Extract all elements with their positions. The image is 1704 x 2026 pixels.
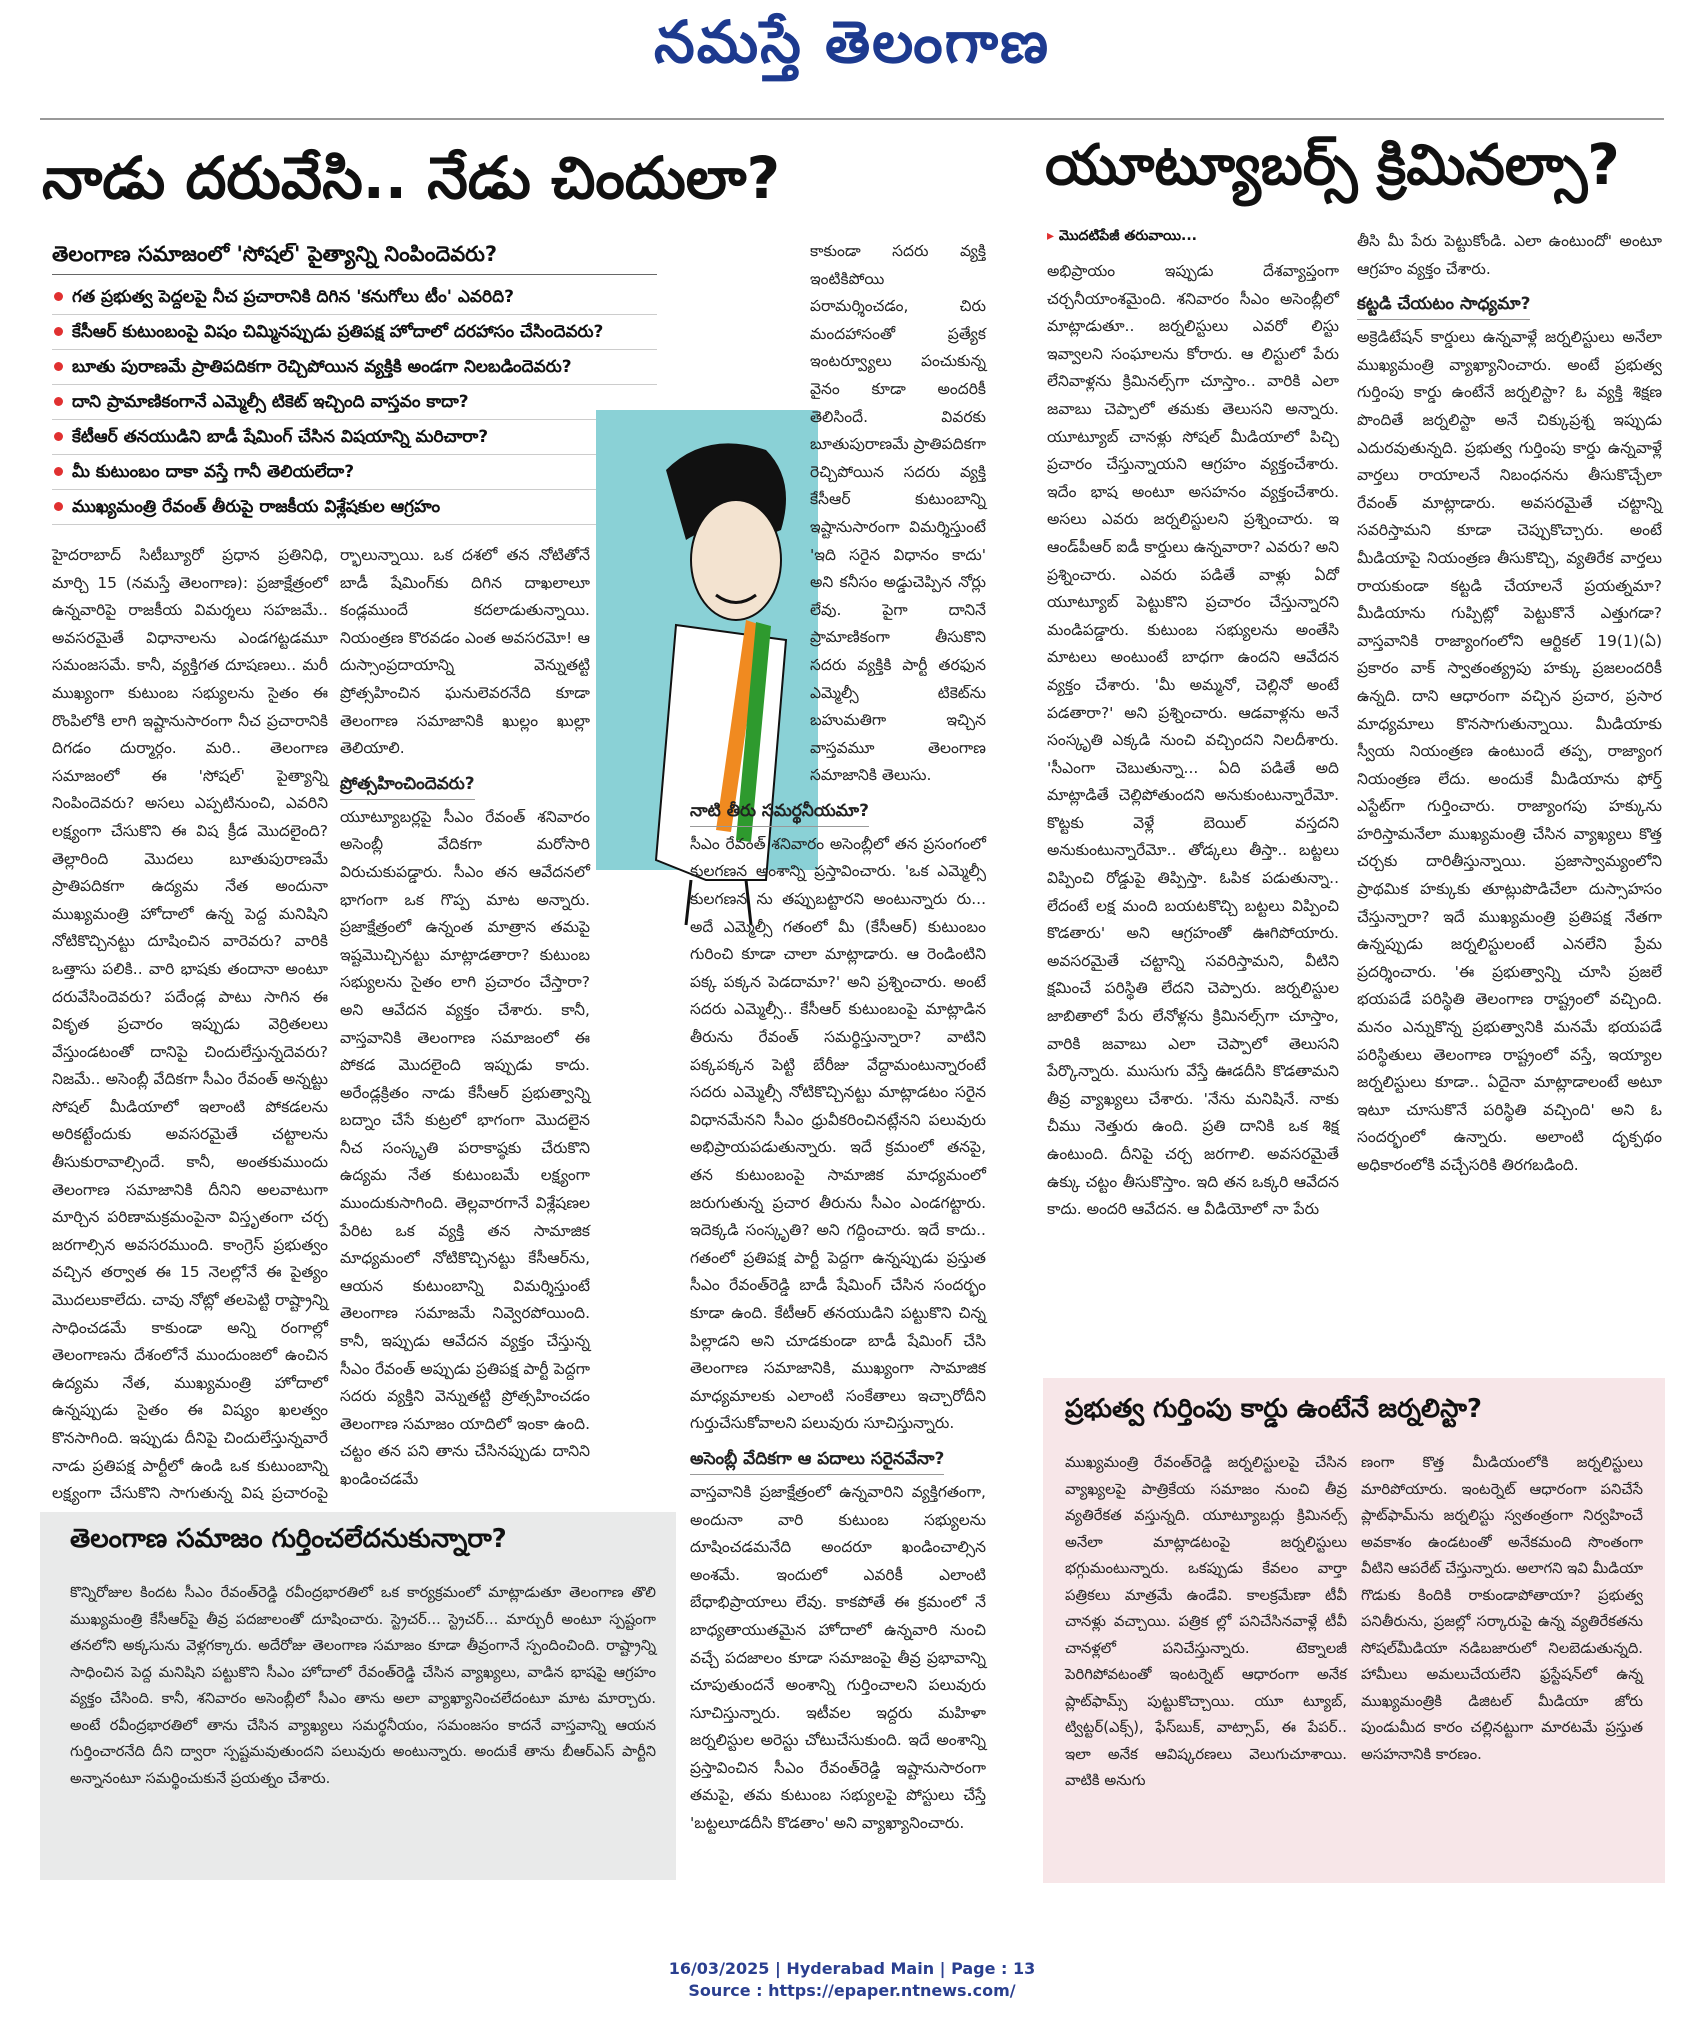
section-heading: అసెంబ్లీ వేదికగా ఆ పదాలు సరైనవేనా? [690, 1444, 944, 1475]
highlight-item: కేటీఆర్ తనయుడిని బాడీ షేమింగ్ చేసిన విషయాన్ని మరిచారా? [52, 420, 657, 455]
article-column-4 [1047, 258, 1339, 1368]
continued-tag: ▸ మొదటిపేజీ తరువాయి... [1047, 228, 1197, 244]
article-text: ర్భాలున్నాయి. ఒక దశలో తన నోటితోనే బాడీ షేమింగ్‌కు దిగిన దాఖలాలూ కండ్లముందే కదలాడుతున్నాయి. నియంత్రణ కొరవడం ఎంత అవసరమో! ఆ దుస్సాంప్రదాయాన్ని వెన్నుతట్టి ప్రోత్సహించిన ఘనులెవరనేది కూడా తెలంగాణ సమాజానికి ఖుల్లం ఖుల్లా తెలియాలి. [340, 546, 590, 758]
footer-date-edition: 16/03/2025 | Hyderabad Main | Page : 13 [668, 1959, 1036, 1978]
highlight-item: దాని ప్రామాణికంగానే ఎమ్మెల్సీ టికెట్ ఇచ్చింది వాస్తవం కాదా? [52, 385, 657, 420]
main-headline: నాడు దరువేసి.. నేడు చిందులా? [42, 144, 781, 212]
subheading: తెలంగాణ సమాజంలో 'సోషల్' పైత్యాన్ని నింపిందెవరు? [52, 240, 657, 275]
sidebar-box [40, 1512, 676, 1880]
section-heading: ప్రోత్సహించిందెవరు? [340, 769, 475, 800]
article-column-5 [1357, 228, 1662, 1368]
box-text-left: ముఖ్యమంత్రి రేవంత్‌రెడ్డి జర్నలిస్టులపై చేసిన వ్యాఖ్యలపై పాత్రికేయ సమాజం నుంచి తీవ్ర వ్యతిరేకత వస్తున్నది. యూట్యూబర్లు క్రిమినల్స్ అనేలా మాట్లాడటంపై జర్నలిస్టులు భగ్గుమంటున్నారు. ఒకప్పుడు కేవలం వార్తా పత్రికలు మాత్రమే ఉండేవి. కాలక్రమేణా టీవీ చానళ్లు వచ్చాయి. పత్రిక ల్లో పనిచేసినవాళ్లే టీవీ చానళ్లలో పనిచేస్తున్నారు. టెక్నాలజీ పెరిగిపోవటంతో ఇంటర్నెట్ ఆధారంగా అనేక ప్లాట్‌ఫామ్స్ పుట్టుకొచ్చాయి. యూ ట్యూబ్, ట్విట్టర్(ఎక్స్), ఫేస్‌బుక్, వాట్సాప్, ఈ పేపర్.. ఇలా అనేక ఆవిష్కరణలు వెలుగుచూశాయి. వాటికి అనుగు [1065, 1454, 1347, 1789]
article-text: సీఎం రేవంత్ శనివారం అసెంబ్లీలో తన ప్రసంగంలో కులగణన అంశాన్ని ప్రస్తావించారు. 'ఒక ఎమ్మెల్సీ కులగణన ను తప్పుబట్టారని అంటున్నారు రు... అదే ఎమ్మెల్సీ గతంలో మీ (కేసీఆర్) కుటుంబం గురించి కూడా చాలా మాట్లాడారు. ఆ రెండింటిని పక్క పక్కన పెడదామా?' అని ప్రశ్నించారు. అంటే సదరు ఎమ్మెల్సీ.. కేసీఆర్ కుటుంబంపై మాట్లాడిన తీరును రేవంత్ సమర్థిస్తున్నారా? వాటిని పక్కపక్కన పెట్టి బేరీజు వేద్దామంటున్నారంటే సదరు ఎమ్మెల్సీ నోటికొచ్చినట్టు మాట్లాడటం సరైన విధానమేనని సీఎం ధ్రువీకరించినట్లేనని పలువురు అభిప్రాయపడుతున్నారు. ఇదే క్రమంలో తనపై, తన కుటుంబంపై సామాజిక మాధ్యమంలో జరుగుతున్న ప్రచార తీరును సీఎం ఎండగట్టారు. ఇదెక్కడి సంస్కృతి? అని గద్దించారు. ఇదే కాదు.. గతంలో ప్రతిపక్ష పార్టీ పెద్దగా ఉన్నప్పుడు ప్రస్తుత సీఎం రేవంత్‌రెడ్డి బాడీ షేమింగ్ చేసిన సందర్భం కూడా ఉంది. కేటీఆర్ తనయుడిని పట్టుకొని చిన్న పిల్లాడని అని చూడకుండా బాడీ షేమింగ్ చేసి తెలంగాణ సమాజానికి, ముఖ్యంగా సామాజిక మాధ్యమాలకు ఎలాంటి సంకేతాలు ఇచ్చారోదీని గుర్తుచేసుకోవాలని పలువురు సూచిస్తున్నారు. [690, 834, 986, 1433]
sidebar-title: తెలంగాణ సమాజం గుర్తించలేదనుకున్నారా? [70, 1524, 507, 1554]
highlight-item: బూతు పురాణమే ప్రాతిపదికగా రెచ్చిపోయిన వ్యక్తికి అండగా నిలబడిందెవరు? [52, 350, 657, 385]
box-title: ప్రభుత్వ గుర్తింపు కార్డు ఉంటేనే జర్నలిస్టా? [1065, 1394, 1482, 1424]
highlight-item: మీ కుటుంబం దాకా వస్తే గానీ తెలియలేదా? [52, 455, 657, 490]
article-column-3 [690, 238, 986, 1880]
journalist-box [1043, 1378, 1665, 1883]
footer-source: Source : https://epaper.ntnews.com/ [688, 1981, 1016, 2000]
article-text: కాకుండా సదరు వ్యక్తి ఇంటికిపోయి పరామర్శించడం, చిరు మందహాసంతో ప్రత్యేక ఇంటర్వ్యూలు పంచుకున్న వైనం కూడా అందరికీ తెలిసిందే. వివరకు బూతుపురాణమే ప్రాతిపదికగా రెచ్చిపోయిన సదరు వ్యక్తి కేసీఆర్ కుటుంబాన్ని ఇష్టానుసారంగా విమర్శిస్తుంటే 'ఇది సరైన విధానం కాదు' అని కనీసం అడ్డుచెప్పిన నోర్లు లేవు. పైగా దానినే ప్రామాణికంగా తీసుకొని సదరు వ్యక్తికి పార్టీ తరఫున ఎమ్మెల్సీ టికెట్‌ను బహుమతిగా ఇచ్చిన వాస్తవమూ తెలంగాణ సమాజానికి తెలుసు. [810, 242, 986, 785]
section-heading: నాటి తీరు సమర్థనీయమా? [690, 796, 869, 827]
highlight-item: గత ప్రభుత్వ పెద్దలపై నీచ ప్రచారానికి దిగిన 'కనుగోలు టీం' ఎవరిది? [52, 280, 657, 315]
sidebar-text: కొన్నిరోజుల కిందట సీఎం రేవంత్‌రెడ్డి రవీంద్రభారతిలో ఒక కార్యక్రమంలో మాట్లాడుతూ తెలంగాణ తొలి ముఖ్యమంత్రి కేసీఆర్‌పై తీవ్ర పదజాలంతో దూషించారు. స్ట్రెచర్... స్ట్రెచర్... మార్చురీ అంటూ స్పష్టంగా తనలోని అక్కసును వెళ్లగక్కారు. అదేరోజు తెలంగాణ సమాజం కూడా తీవ్రంగానే స్పందించింది. రాష్ట్రాన్ని సాధించిన పెద్ద మనిషిని పట్టుకొని సీఎం హోదాలో రేవంత్‌రెడ్డి చేసిన వ్యాఖ్యలు, వాడిన భాషపై ఆగ్రహం వ్యక్తం చేసింది. కానీ, శనివారం అసెంబ్లీలో సీఎం తాను అలా వ్యాఖ్యానించలేదంటూ మాట మార్చారు. అంటే రవీంద్రభారతిలో తాను చేసిన వ్యాఖ్యలు సమర్థనీయం, సమంజసం కాదనే వాస్తవాన్ని ఆయన గుర్తించారనేది దీని ద్వారా స్పష్టమవుతుందని పలువురు అంటున్నారు. అందుకే తాను బీఆర్‌ఎస్ పార్టీని అన్నానంటూ సమర్థించుకునే ప్రయత్నం చేశారు. [70, 1584, 656, 1787]
article-text: తీసి మీ పేరు పెట్టుకోండి. ఎలా ఉంటుందో' అంటూ ఆగ్రహం వ్యక్తం చేశారు. [1357, 232, 1662, 278]
highlight-item: కేసీఆర్ కుటుంబంపై విషం చిమ్మినప్పుడు ప్రతిపక్ష హోదాలో దరహాసం చేసిందెవరు? [52, 315, 657, 350]
highlight-item: ముఖ్యమంత్రి రేవంత్ తీరుపై రాజకీయ విశ్లేషకుల ఆగ్రహం [52, 490, 657, 525]
highlights-list [52, 280, 657, 525]
article-text: అక్రెడిటేషన్ కార్డులు ఉన్నవాళ్లే జర్నలిస్టులు అనేలా ముఖ్యమంత్రి వ్యాఖ్యానించారు. అంటే ప్రభుత్వ గుర్తింపు కార్డు ఉంటేనే జర్నలిస్టా? ఓ వ్యక్తి శిక్షణ పొందితే జర్నలిస్టా అనే చిక్కుప్రశ్న ఇప్పుడు ఎదురవుతున్నది. ప్రభుత్వ గుర్తింపు కార్డు ఉన్నవాళ్లే వార్తలు రాయాలనే నిబంధనను తీసుకొచ్చేలా రేవంత్ మాట్లాడారు. అవసరమైతే చట్టాన్ని సవరిస్తామని కూడా చెప్పుకొచ్చారు. అంటే మీడియాపై నియంత్రణ తీసుకొచ్చి, వ్యతిరేక వార్తలు రాయకుండా కట్టడి చేయాలనే ప్రయత్నమా? మీడియాను గుప్పిట్లో పెట్టుకొనే ఎత్తుగడా? వాస్తవానికి రాజ్యాంగంలోని ఆర్టికల్ 19(1)(ఏ) ప్రకారం వాక్ స్వాతంత్య్రపు హక్కు ప్రజలందరికీ ఉన్నది. దాని ఆధారంగా వచ్చిన ప్రచార, ప్రసార మాధ్యమాలు కొనసాగుతున్నాయి. మీడియాకు స్వీయ నియంత్రణ ఉంటుందే తప్ప, రాజ్యాంగ నియంత్రణ లేదు. అందుకే మీడియాను ఫోర్త్ ఎస్టేట్‌గా గుర్తించారు. రాజ్యాంగపు హక్కును హరిస్తామనేలా ముఖ్యమంత్రి చేసిన వ్యాఖ్యలు కొత్త చర్చకు దారితీస్తున్నాయి. ప్రజాస్వామ్యంలోని ప్రాథమిక హక్కుకు తూట్లుపొడిచేలా దుస్సాహసం చేస్తున్నారా? ఇదే ముఖ్యమంత్రి ప్రతిపక్ష నేతగా ఉన్నప్పుడు జర్నలిస్టులంటే ఎనలేని ప్రేమ ప్రదర్శించారు. 'ఈ ప్రభుత్వాన్ని చూసి ప్రజలే భయపడే పరిస్థితి తెలంగాణ రాష్ట్రంలో వచ్చింది. మనం ఎన్నుకొన్న ప్రభుత్వానికి మనమే భయపడే పరిస్థితులు తెలంగాణ రాష్ట్రంలో వస్తే, ఇయ్యాల జర్నలిస్టులు కూడా.. ఏదైనా మాట్లాడాలంటే అటూ ఇటూ చూసుకొనే పరిస్థితి వచ్చింది' అని ఓ సందర్భంలో ఉన్నారు. అలాంటి దృక్పథం అధికారంలోకి వచ్చేసరికి తిరగబడింది. [1357, 328, 1662, 1174]
article-text: వాస్తవానికి ప్రజాక్షేత్రంలో ఉన్నవారిని వ్యక్తిగతంగా, అందునా వారి కుటుంబ సభ్యులను దూషించడమనేది అందరూ ఖండించాల్సిన అంశమే. ఇందులో ఎవరికీ ఎలాంటి బేధాభిప్రాయాలు లేవు. కాకపోతే ఈ క్రమంలో నే బాధ్యతాయుతమైన హోదాలో ఉన్నవారి నుంచి వచ్చే పదజాలం కూడా సమాజంపై తీవ్ర ప్రభావాన్ని చూపుతుందనే అంశాన్ని గుర్తించాలని పలువురు సూచిస్తున్నారు. ఇటీవల ఇద్దరు మహిళా జర్నలిస్టుల అరెస్టు చోటుచేసుకుంది. ఇదే అంశాన్ని ప్రస్తావించిన సీఎం రేవంత్‌రెడ్డి ఇష్టానుసారంగా తమపై, తమ కుటుంబ సభ్యులపై పోస్టులు చేస్తే 'బట్టలూడదీసి కొడతాం' అని వ్యాఖ్యానించారు. [690, 1482, 986, 1833]
right-headline: యూట్యూబర్స్ క్రిమినల్సా? [1045, 133, 1620, 198]
box-text-right: ణంగా కొత్త మీడియంలోకి జర్నలిస్టులు మారిపోయారు. ఇంటర్నెట్ ఆధారంగా పనిచేసే ప్లాట్‌ఫామ్‌ను జర్నలిస్టు స్వతంత్రంగా నిర్వహించే అవకాశం ఉండటంతో అనేకమంది సొంతంగా వీటిని ఆపరేట్ చేస్తున్నారు. అలాగని ఇవి మీడియా గొడుకు కిందికి రాకుండాపోతాయా? ప్రభుత్వ పనితీరును, ప్రజల్లో సర్కారుపై ఉన్న వ్యతిరేకతను సోషల్‌మీడియా నడిబజారులో నిలబెడుతున్నది. హామీలు అమలుచేయలేని ఫ్రస్టేషన్‌లో ఉన్న ముఖ్యమంత్రికి డిజిటల్ మీడియా జోరు పుండుమీద కారం చల్లినట్టుగా మారటమే ప్రస్తుత అసహనానికి కారణం. [1361, 1454, 1643, 1763]
page-footer [0, 1958, 1704, 2002]
masthead-logo: నమస్తే తెలంగాణ [654, 8, 1050, 76]
article-text: హైదరాబాద్ సిటీబ్యూరో ప్రధాన ప్రతినిధి, మార్చి 15 (నమస్తే తెలంగాణ): ప్రజాక్షేత్రంలో ఉన్నవారిపై రాజకీయ విమర్శలు సహజమే.. అవసరమైతే విధానాలను ఎండగట్టడమూ సమంజసమే. కానీ, వ్యక్తిగత దూషణలు.. మరీ ముఖ్యంగా కుటుంబ సభ్యులను సైతం ఈ రొంపిలోకి లాగి ఇష్టానుసారంగా నీచ ప్రచారానికి దిగడం దుర్మార్గం. మరి.. తెలంగాణ సమాజంలో ఈ 'సోషల్' పైత్యాన్ని నింపిందెవరు? అసలు ఎప్పటినుంచి, ఎవరిని లక్ష్యంగా చేసుకొని ఈ విష క్రీడ మొదలైంది? తెల్లారింది మొదలు బూతుపురాణమే ప్రాతిపదికగా ఉద్యమ నేత అందునా ముఖ్యమంత్రి హోదాలో ఉన్న పెద్ద మనిషిని నోటికొచ్చినట్టు దూషించిన వారెవరు? వారికి ఒత్తాసు పలికి.. వారి భాషకు తందానా అంటూ దరువేసిందెవరు? పదేండ్ల పాటు సాగిన ఈ వికృత ప్రచారం ఇప్పుడు వెర్రితలలు వేస్తుండటంతో దానిపై చిందులేస్తున్నదెవరు? నిజమే.. అసెంబ్లీ వేదికగా సీఎం రేవంత్ అన్నట్టు సోషల్ మీడియాలో ఇలాంటి పోకడలను అరికట్టేందుకు అవసరమైతే చట్టాలను తీసుకురావాల్సిందే. కానీ, అంతకుముందు తెలంగాణ సమాజానికి దీనిని అలవాటుగా మార్చిన పరిణామక్రమంపైనా విస్తృతంగా చర్చ జరగాల్సిన అవసరముంది. కాంగ్రెస్ ప్రభుత్వం వచ్చిన తర్వాత ఈ 15 నెలల్లోనే ఈ పైత్యం మొదలుకాలేదు. చావు నోట్లో తలపెట్టి రాష్ట్రాన్ని సాధించడమే కాకుండా అన్ని రంగాల్లో తెలంగాణను దేశంలోనే ముందుంజలో ఉంచిన ఉద్యమ నేత, ముఖ్యమంత్రి హోదాలో ఉన్నప్పుడు సైతం ఈ విష్యం ఖలత్వం కొనసాగింది. ఇప్పుడు దీనిపై చిందులేస్తున్నవారే నాడు ప్రతిపక్ష పార్టీలో ఉండి ఒక కుటుంబాన్ని లక్ష్యంగా చేసుకొని సాగుతున్న విష ప్రచారంపై [52, 546, 328, 1503]
article-column-1 [52, 542, 328, 1512]
section-heading: కట్టడి చేయటం సాధ్యమా? [1357, 289, 1530, 320]
header-divider [40, 118, 1664, 120]
article-column-2 [340, 542, 590, 1512]
article-text: యూట్యూబర్లపై సీఎం రేవంత్ శనివారం అసెంబ్లీ వేదికగా మరోసారి విరుచుకుపడ్డారు. సీఎం తన ఆవేదనలో భాగంగా ఒక గొప్ప మాట అన్నారు. ప్రజాక్షేత్రంలో ఉన్నంత మాత్రాన తమపై ఇష్టమొచ్చినట్టు మాట్లాడతారా? కుటుంబ సభ్యులను సైతం లాగి ప్రచారం చేస్తారా? అని ఆవేదన వ్యక్తం చేశారు. కానీ, వాస్తవానికి తెలంగాణ సమాజంలో ఈ పోకడ మొదలైంది ఇప్పుడు కాదు. అరేండ్లక్రితం నాడు కేసీఆర్ ప్రభుత్వాన్ని బద్నాం చేసే కుట్రలో భాగంగా మొదలైన నీచ సంస్కృతి పరాకాష్ఠకు చేరుకొని ఉద్యమ నేత కుటుంబమే లక్ష్యంగా ముందుకుసాగింది. తెల్లవారగానే విశ్లేషణల పేరిట ఒక వ్యక్తి తన సామాజిక మాధ్యమంలో నోటికొచ్చినట్టు కేసీఆర్‌ను, ఆయన కుటుంబాన్ని విమర్శిస్తుంటే తెలంగాణ సమాజమే నివ్వెరపోయింది. కానీ, ఇప్పుడు ఆవేదన వ్యక్తం చేస్తున్న సీఎం రేవంత్ అప్పుడు ప్రతిపక్ష పార్టీ పెద్దగా సదరు వ్యక్తిని వెన్నుతట్టి ప్రోత్సహించడం తెలంగాణ సమాజం యాదిలో ఇంకా ఉంది. చట్టం తన పని తాను చేసినప్పుడు దానిని ఖండించడమే [340, 807, 590, 1488]
article-text: అభిప్రాయం ఇప్పుడు దేశవ్యాప్తంగా చర్చనీయాంశమైంది. శనివారం సీఎం అసెంబ్లీలో మాట్లాడుతూ.. జర్నలిస్టులు ఎవరో లిస్టు ఇవ్వాలని సంఘాలను కోరారు. ఆ లిస్టులో పేరు లేనివాళ్లను క్రిమినల్స్‌గా చూస్తాం.. వారికి ఎలా జవాబు చెప్పాలో తమకు తెలుసని అన్నారు. యూట్యూబ్ చానళ్లు సోషల్ మీడియాలో పిచ్చి ప్రచారం చేస్తున్నాయని ఆగ్రహం వ్యక్తంచేశారు. ఇదేం భాష అంటూ అసహనం వ్యక్తంచేశారు. అసలు ఎవరు జర్నలిస్టులని ప్రశ్నించారు. ఇ ఆండ్‌పీఆర్ ఐడీ కార్డులు ఉన్నవారా? ఎవరు? అని ప్రశ్నించారు. ఎవరు పడితే వాళ్లు ఏదో యూట్యూబ్ పెట్టుకొని ప్రచారం చేస్తున్నారని మండిపడ్డారు. కుటుంబ సభ్యులను అంతేసి మాటలు అంటుంటే బాధగా ఉందని ఆవేదన వ్యక్తం చేశారు. 'మీ అమ్మనో, చెల్లినో అంటే పడతారా?' అని ప్రశ్నించారు. ఆడవాళ్లను అనే సంస్కృతి ఎక్కడి నుంచి వచ్చిందని నిలదీశారు. 'సీఎంగా చెబుతున్నా... ఏది పడితే అది మాట్లాడితే చెల్లిపోతుందని అనుకుంటున్నారేమో. కొట్టకు వెళ్లే బెయిల్ వస్తదని అనుకుంటున్నారేమో.. తోడ్కలు తీస్తా.. బట్టలు విప్పించి రోడ్డుపై తిప్పిస్తా. ఓపిక పడుతున్నా.. లేదంటే లక్ష మంది బయటకొచ్చి బట్టలు విప్పించి కొడతారు' అని ఆగ్రహంతో ఊగిపోయారు. అవసరమైతే చట్టాన్ని సవరిస్తామని, వీటిని క్షమించే పరిస్థితి లేదని చెప్పారు. జర్నలిస్టుల జాబితాలో పేరు లేనోళ్లను క్రిమినల్స్‌గా చూస్తాం, వారికి జవాబు ఎలా చెప్పాలో తెలుసని పేర్కొన్నారు. ముసుగు వేస్తే ఊడదీసి కొడతామని తీవ్ర వ్యాఖ్యలు చేశారు. 'నేను మనిషినే. నాకు చీము నెత్తురు ఉంది. ప్రతి దానికి ఒక శిక్ష ఉంటుంది. దీనిపై చర్చ జరగాలి. అవసరమైతే ఉక్కు చట్టం తీసుకొస్తాం. ఇది తన ఒక్కరి ఆవేదన కాదు. అందరి ఆవేదన. ఆ వీడియోలో నా పేరు [1047, 262, 1339, 1219]
